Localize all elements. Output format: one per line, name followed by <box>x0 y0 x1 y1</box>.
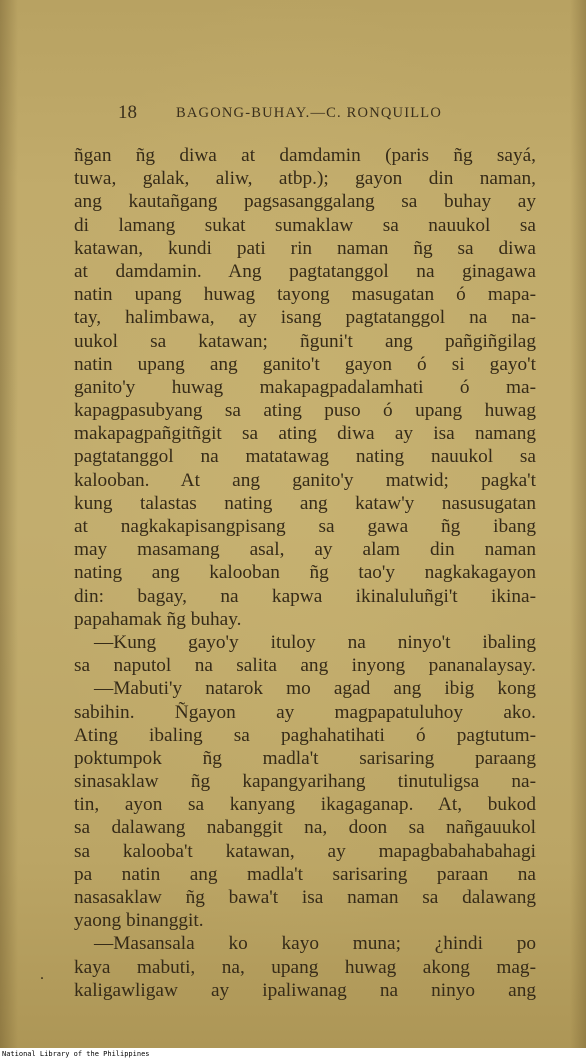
text-line: kaligawligaw ay ipaliwanag na ninyo ang <box>74 979 536 1001</box>
text-line: Ating ibaling sa paghahatihati ó pagtutum- <box>74 724 536 746</box>
text-line: nating ang kalooban ñg tao'y nagkakagayon <box>74 562 536 584</box>
text-line: kapagpasubyang sa ating puso ó upang huwag <box>74 400 536 422</box>
text-line: poktumpok ñg madla't sarisaring paraang <box>74 747 536 769</box>
text-line: ang kautañgang pagsasanggalang sa buhay ay <box>74 191 536 213</box>
text-line: may masamang asal, ay alam din naman <box>74 539 536 561</box>
text-line: natin upang ang ganito't gayon ó si gayo't <box>74 353 536 375</box>
text-line: di lamang sukat sumaklaw sa nauukol sa <box>74 214 536 236</box>
text-line: natin upang huwag tayong masugatan ó mapa- <box>74 284 536 306</box>
body-text <box>74 144 536 1002</box>
text-line: sa kalooba't katawan, ay mapagbabahabahagi <box>74 840 536 862</box>
text-line: papahamak ñg buhay. <box>74 608 242 630</box>
text-line: at nagkakapisangpisang sa gawa ñg ibang <box>74 516 536 537</box>
text-line: ñgan ñg diwa at damdamin (paris ñg sayá, <box>74 145 536 166</box>
text-line: katawan, kundi pati rin naman ñg sa diwa <box>74 237 536 259</box>
footer-credit: National Library of the Philippines <box>2 1050 150 1058</box>
text-line: sa dalawang nabanggit na, doon sa nañgauukol <box>74 817 536 839</box>
text-line: sinasaklaw ñg kapangyarihang tinutuligsa na- <box>74 771 536 793</box>
text-line: nasasaklaw ñg bawa't isa naman sa dalawang <box>74 887 536 908</box>
text-line: kaya mabuti, na, upang huwag akong mag- <box>74 956 536 978</box>
text-line: tin, ayon sa kanyang ikagaganap. At, bukod <box>74 794 536 816</box>
text-line: sa naputol na salita ang inyong pananalaysay. <box>74 655 536 677</box>
text-line: tuwa, galak, aliw, atbp.); gayon din naman, <box>74 168 536 190</box>
text-line: sabihin. Ñgayon ay magpapatuluhoy ako. <box>74 701 536 723</box>
text-line: din: bagay, na kapwa ikinaluluñgi't ikina- <box>74 585 536 607</box>
text-line: pa natin ang madla't sarisaring paraan na <box>74 863 536 885</box>
text-line: at damdamin. Ang pagtatanggol na ginagawa <box>74 260 536 282</box>
text-line: kalooban. At ang ganito'y matwid; pagka't <box>74 469 536 491</box>
text-line: pagtatanggol na matatawag nating nauukol sa <box>74 446 536 468</box>
text-line: kung talastas nating ang kataw'y nasusugatan <box>74 492 536 514</box>
edge-mark: . <box>40 966 44 983</box>
text-line: —Masansala ko kayo muna; ¿hindi po <box>94 933 536 955</box>
running-title: BAGONG-BUHAY.—C. RONQUILLO <box>176 105 443 121</box>
text-line: —Kung gayo'y ituloy na ninyo't ibaling <box>94 631 536 653</box>
running-head <box>74 102 534 128</box>
text-line: ganito'y huwag makapagpadalamhati ó ma- <box>74 376 536 398</box>
text-line: uukol sa katawan; ñguni't ang pañgiñgilag <box>74 330 536 352</box>
text-line: —Mabuti'y natarok mo agad ang ibig kong <box>94 678 536 700</box>
text-line: tay, halimbawa, ay isang pagtatanggol na na- <box>74 307 536 329</box>
text-line: yaong binanggit. <box>74 910 204 932</box>
page-number: 18 <box>118 102 137 123</box>
text-line: makapagpañgitñgit sa ating diwa ay isa namang <box>74 423 536 445</box>
